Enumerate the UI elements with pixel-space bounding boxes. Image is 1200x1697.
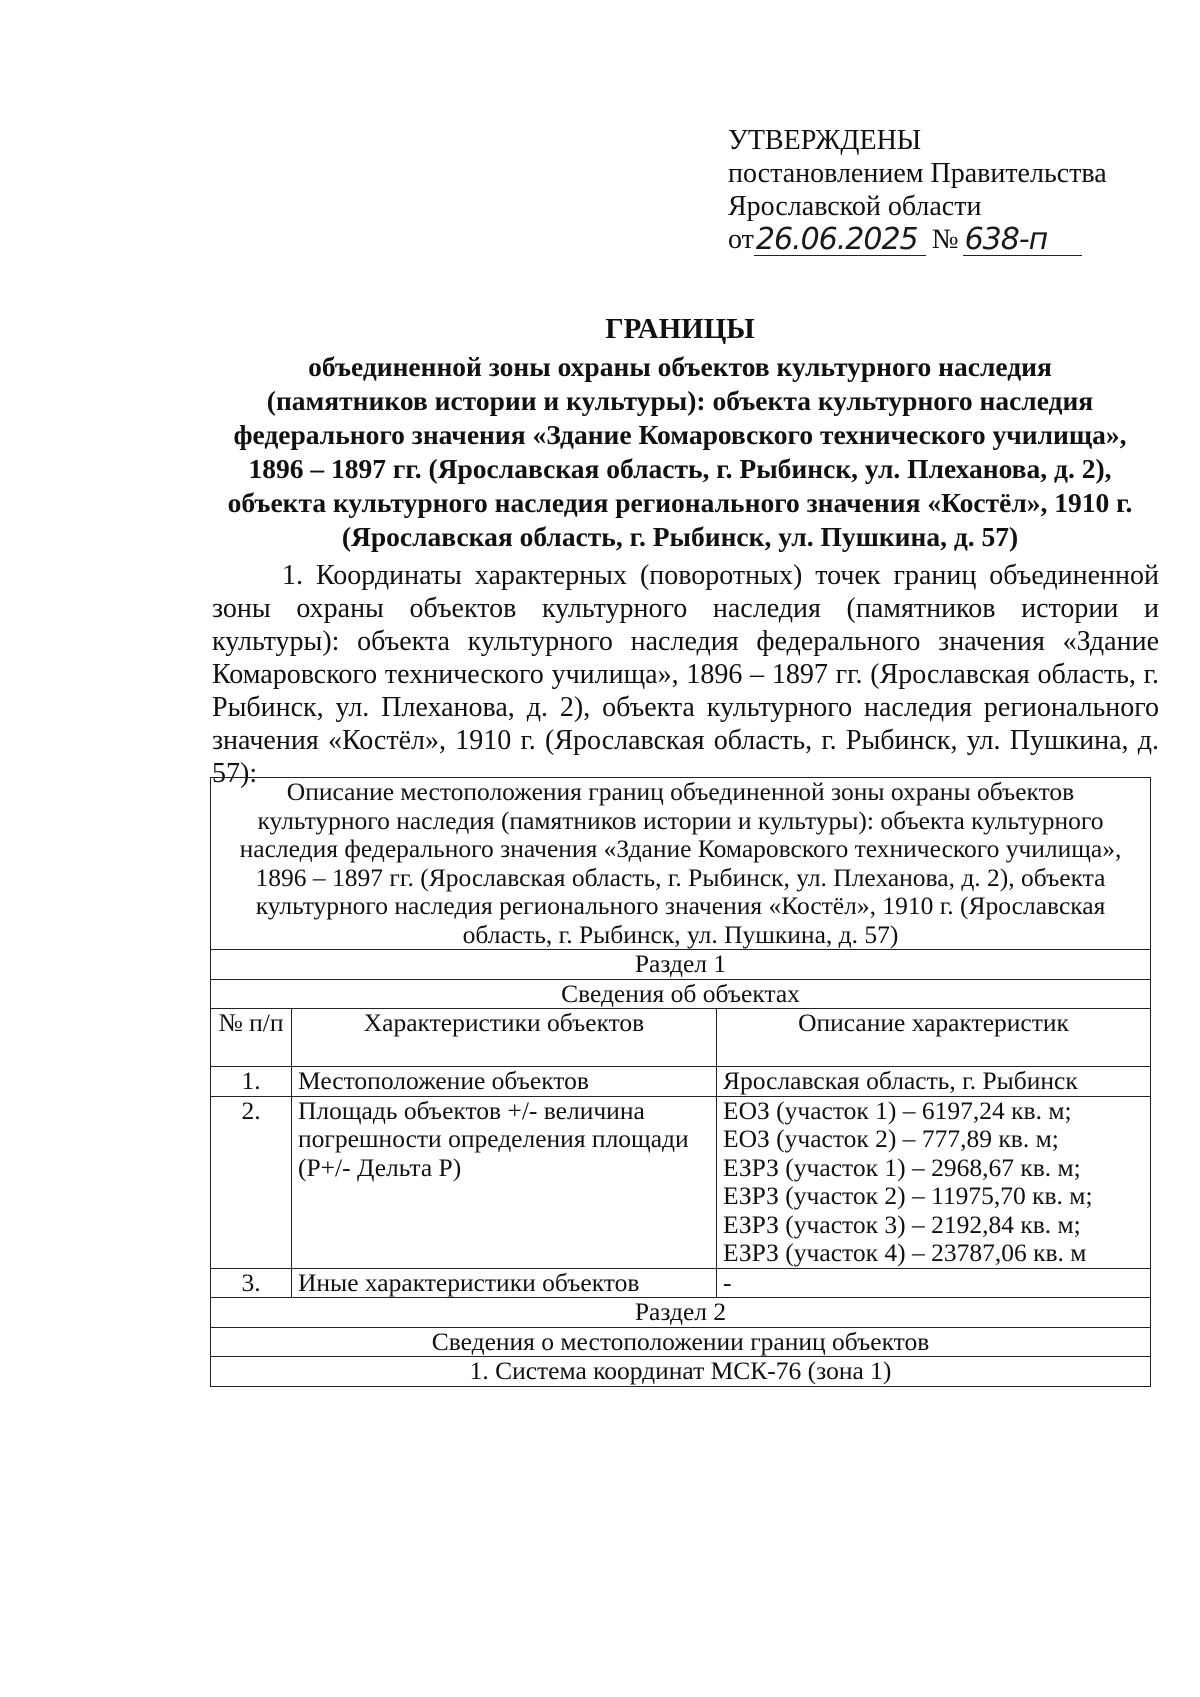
description-line: 1896 – 1897 гг. (Ярославская область, г. Рыбинск, ул. Плеханова, д. 2), объекта bbox=[255, 862, 1106, 892]
row-description-areas bbox=[717, 1096, 1151, 1268]
handwritten-date: 26.06.2025 bbox=[754, 225, 926, 256]
area-entry: ЕЗРЗ (участок 1) – 2968,67 кв. м; bbox=[723, 1152, 1081, 1182]
handwritten-number: 638-п bbox=[963, 225, 1082, 256]
table-description bbox=[211, 778, 1151, 950]
approval-heading: УТВЕРЖДЕНЫ bbox=[728, 125, 922, 156]
description-line: Описание местоположения границ объединенной зоны охраны объектов bbox=[286, 777, 1075, 806]
row-characteristic: Иные характеристики объектов bbox=[292, 1268, 717, 1298]
title-line: объединенной зоны охраны объектов культурного наследия bbox=[308, 351, 1052, 382]
title-line: (памятников истории и культуры): объекта культурного наследия bbox=[266, 385, 1094, 416]
area-entry: ЕОЗ (участок 2) – 777,89 кв. м; bbox=[723, 1124, 1059, 1153]
table-row bbox=[211, 1096, 1151, 1268]
description-line: культурного наследия регионального значения «Костёл», 1910 г. (Ярославская bbox=[255, 891, 1106, 920]
title-line: объекта культурного наследия регионального значения «Костёл», 1910 г. bbox=[227, 487, 1133, 518]
header-num: № п/п bbox=[211, 1009, 292, 1067]
table-row bbox=[211, 1268, 1151, 1298]
table-row bbox=[211, 1067, 1151, 1097]
approval-date-number bbox=[728, 223, 1148, 256]
row-num: 3. bbox=[211, 1268, 292, 1298]
approval-line-2: Ярославской области bbox=[728, 191, 982, 222]
description-line: наследия федерального значения «Здание Комаровского технического училища», bbox=[239, 834, 1122, 863]
area-entry: ЕЗРЗ (участок 4) – 23787,06 кв. м bbox=[723, 1238, 1087, 1267]
date-prefix: от bbox=[728, 224, 754, 255]
row-num: 2. bbox=[211, 1096, 292, 1268]
row-characteristic: Площадь объектов +/- величина погрешности определения площади (Р+/- Дельта Р) bbox=[292, 1096, 717, 1268]
row-description: - bbox=[717, 1268, 1151, 1298]
title-line: (Ярославская область, г. Рыбинск, ул. Пушкина, д. 57) bbox=[341, 521, 1019, 552]
approval-line-1: постановлением Правительства bbox=[728, 158, 1107, 189]
header-characteristics: Характеристики объектов bbox=[292, 1009, 717, 1067]
section-2-title: Сведения о местоположении границ объектов bbox=[211, 1327, 1151, 1357]
row-description: Ярославская область, г. Рыбинск bbox=[717, 1067, 1151, 1097]
title-heading: ГРАНИЦЫ bbox=[605, 313, 755, 345]
row-num: 1. bbox=[211, 1067, 292, 1097]
row-characteristic: Местоположение объектов bbox=[292, 1067, 717, 1097]
coordinate-system: 1. Система координат МСК-76 (зона 1) bbox=[211, 1357, 1151, 1387]
number-sign: № bbox=[931, 224, 959, 255]
document-title bbox=[200, 312, 1160, 554]
title-line: федерального значения «Здание Комаровского технического училища», bbox=[233, 419, 1127, 450]
header-description: Описание характеристик bbox=[717, 1009, 1151, 1067]
description-line: культурного наследия (памятников истории и культуры): объекта культурного bbox=[257, 805, 1104, 835]
table-header-row bbox=[211, 1009, 1151, 1067]
title-line: 1896 – 1897 гг. (Ярославская область, г. Рыбинск, ул. Плеханова, д. 2), bbox=[248, 453, 1112, 484]
description-line: область, г. Рыбинск, ул. Пушкина, д. 57) bbox=[462, 919, 899, 949]
intro-paragraph: 1. Координаты характерных (поворотных) точек границ объединенной зоны охраны объектов культурного наследия (памятников истории и культуры): объекта культурного наследия федерального значения «Здание Комаровского технического училища», 1896 – 1897 гг. (Ярославская область, г. Рыбинск, ул. Плеханова, д. 2), объекта культурного наследия регионального значения «Костёл», 1910 г. (Ярославская область, г. Рыбинск, ул. Пушкина, д. 57): bbox=[212, 560, 1159, 789]
area-entry: ЕЗРЗ (участок 2) – 11975,70 кв. м; bbox=[723, 1181, 1093, 1210]
approval-block bbox=[728, 124, 1148, 256]
section-2-label: Раздел 2 bbox=[211, 1298, 1151, 1328]
section-1-label: Раздел 1 bbox=[211, 950, 1151, 980]
area-entry: ЕОЗ (участок 1) – 6197,24 кв. м; bbox=[723, 1095, 1072, 1125]
boundary-table bbox=[210, 777, 1151, 1387]
area-entry: ЕЗРЗ (участок 3) – 2192,84 кв. м; bbox=[723, 1209, 1081, 1239]
section-1-title: Сведения об объектах bbox=[211, 979, 1151, 1009]
